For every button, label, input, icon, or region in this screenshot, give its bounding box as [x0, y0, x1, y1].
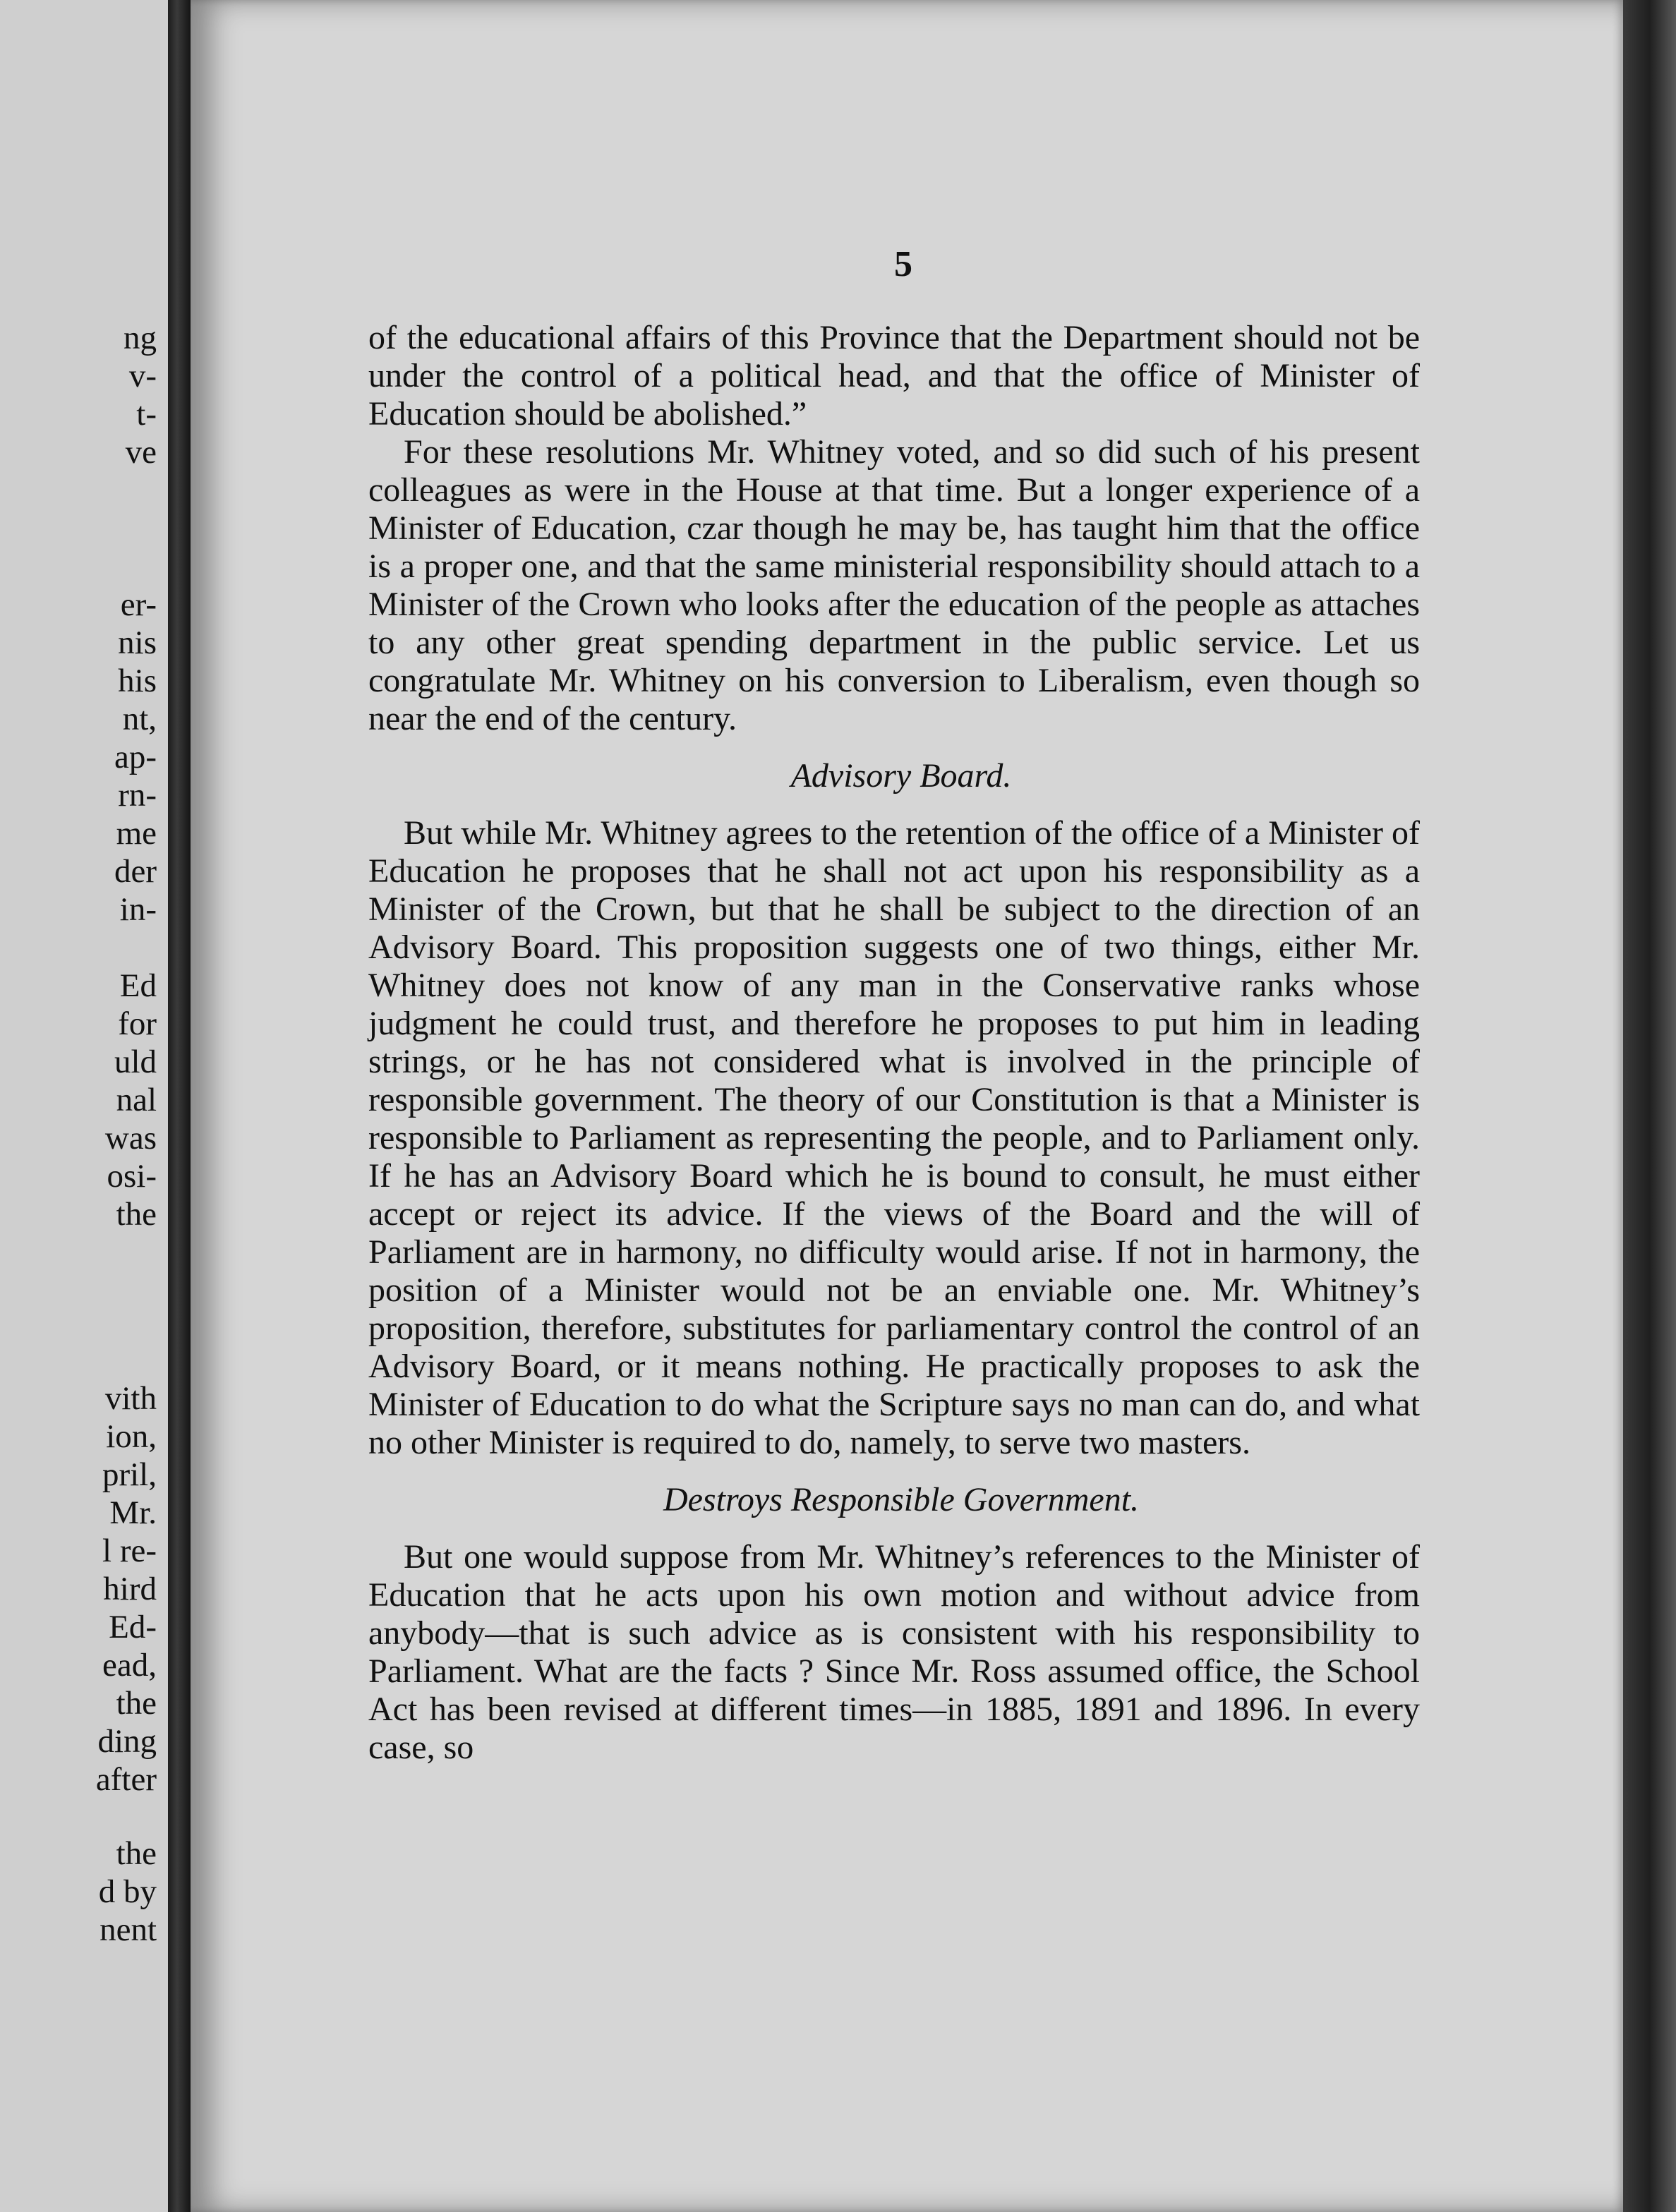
- left-page-fragment: l re-: [102, 1533, 157, 1569]
- left-page-fragment: me: [116, 815, 157, 852]
- left-page-fragment: the: [116, 1196, 157, 1233]
- left-page-fragment: ng: [123, 320, 157, 356]
- left-page-fragment: rn-: [118, 777, 157, 814]
- paragraph: For these resolutions Mr. Whitney voted, and so did such of his present colleagues as were in the House at that time. But a longer experience of a Minister of Education, czar though he may be, has taught him that the office is a proper one, and that the same ministerial responsibility should attach to a Minister of the Crown who looks after the education of the people as attaches to any other great spending department in the public service. Let us congratulate Mr. Whitney on his conversion to Liberalism, even though so near the end of the century.: [368, 433, 1420, 737]
- section-heading: [368, 1462, 1420, 1538]
- section-heading-text: Advisory Board.: [790, 757, 1012, 794]
- left-page-fragment: nent: [100, 1911, 157, 1948]
- section-heading: [368, 738, 1420, 814]
- left-page-fragment: v-: [128, 358, 157, 394]
- section-heading-text: Destroys Responsible Government.: [663, 1481, 1140, 1518]
- body-text: [368, 319, 1420, 1767]
- book-spine: [168, 0, 191, 2212]
- left-page-fragment: ead,: [102, 1647, 157, 1684]
- left-page-fragment: nis: [118, 624, 157, 661]
- left-page-fragment: d by: [98, 1873, 157, 1910]
- left-page-fragment: t-: [136, 396, 157, 433]
- left-page-fragment: ve: [125, 434, 157, 471]
- left-page-fragment: uld: [114, 1044, 157, 1080]
- left-facing-page: [0, 0, 168, 2212]
- left-page-fragment: vith: [104, 1380, 157, 1417]
- page-number: 5: [894, 244, 912, 284]
- left-page-fragment: Ed: [119, 967, 157, 1004]
- left-page-fragment: after: [95, 1761, 157, 1798]
- left-page-fragment: nt,: [122, 701, 157, 737]
- paragraph: But while Mr. Whitney agrees to the retention of the office of a Minister of Education he proposes that he shall not act upon his responsibility as a Minister of the Crown, but that he shall be subject to the direction of an Advisory Board. This proposition suggests one of two things, either Mr. Whitney does not know of any man in the Conservative ranks whose judgment he could trust, and therefore he proposes to put him in leading strings, or he has not considered what is involved in the principle of responsible government. The theory of our Constitution is that a Minister is responsible to Parliament as representing the people, and to Parliament only. If he has an Advisory Board which he is bound to consult, he must either accept or reject its advice. If the views of the Board and the will of Parliament are in harmony, no difficulty would arise. If not in harmony, the position of a Minister would not be an enviable one. Mr. Whitney’s proposition, therefore, substitutes for parliamentary control the control of an Advisory Board, or it means nothing. He practically proposes to ask the Minister of Education to do what the Scripture says no man can do, and what no other Minister is required to do, namely, to serve two masters.: [368, 814, 1420, 1461]
- left-page-fragment: ding: [97, 1723, 157, 1760]
- paragraph: But one would suppose from Mr. Whitney’s references to the Minister of Education that he acts upon his own motion and without advice from anybody—that is such advice as is consistent with his responsibility to Parliament. What are the facts ? Since Mr. Ross assumed office, the School Act has been revised at different times—in 1885, 1891 and 1896. In every case, so: [368, 1538, 1420, 1766]
- left-page-fragment: nal: [116, 1082, 157, 1118]
- left-page-fragment: for: [118, 1005, 157, 1042]
- left-page-fragment: der: [114, 853, 157, 890]
- left-page-fragment: in-: [119, 891, 157, 928]
- left-page-fragment: Ed-: [109, 1609, 157, 1645]
- left-page-fragment: er-: [120, 586, 157, 623]
- left-page-fragment: osi-: [107, 1158, 157, 1195]
- left-page-fragment: his: [118, 663, 157, 699]
- left-page-fragment: pril,: [102, 1456, 157, 1493]
- left-page-fragment: the: [116, 1835, 157, 1872]
- left-page-fragment: hird: [103, 1571, 157, 1607]
- page-edge: [1623, 0, 1676, 2212]
- left-page-fragment: ion,: [106, 1418, 157, 1455]
- left-page-fragment: ap-: [114, 739, 157, 775]
- left-page-fragment: Mr.: [109, 1494, 157, 1531]
- paragraph: of the educational affairs of this Province that the Department should not be under the control of a political head, and that the office of Minister of Education should be abolished.”: [368, 319, 1420, 433]
- left-page-fragment: was: [104, 1120, 157, 1156]
- left-page-fragment: the: [116, 1685, 157, 1722]
